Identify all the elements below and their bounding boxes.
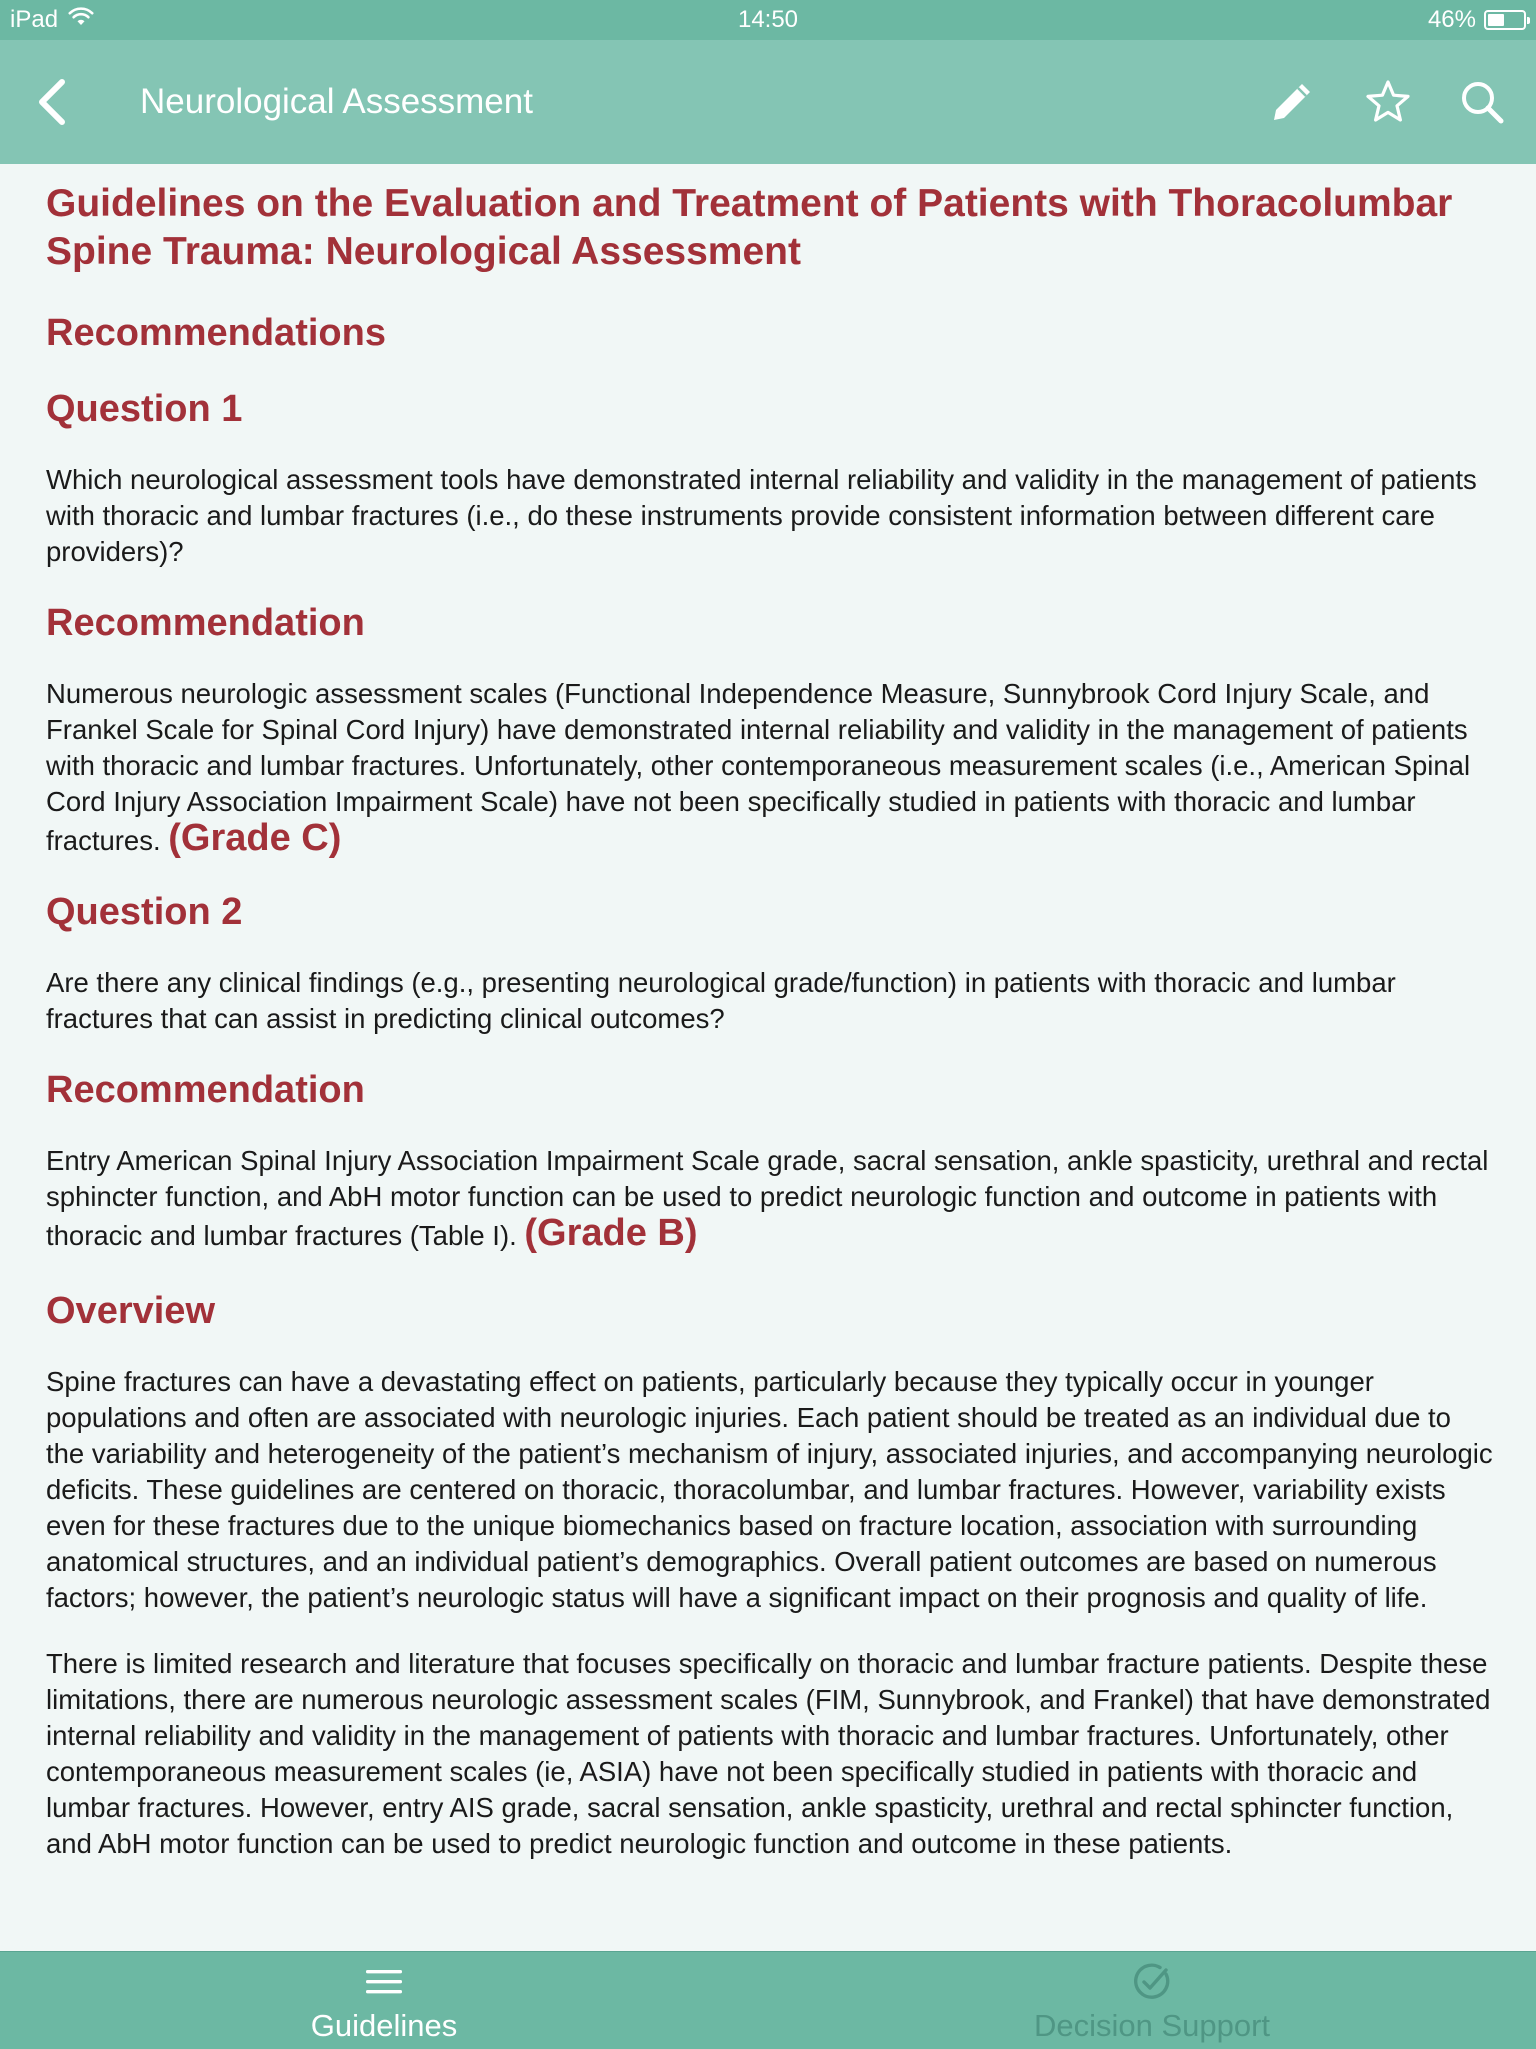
status-time: 14:50 <box>737 6 799 33</box>
recommendation-1-heading: Recommendation <box>46 602 365 644</box>
battery-icon <box>1484 10 1526 30</box>
question-1-heading: Question 1 <box>46 388 243 430</box>
recommendation-2-heading: Recommendation <box>46 1069 365 1111</box>
recommendation-2-paragraph <box>46 1143 1496 1254</box>
tab-guidelines[interactable] <box>0 1952 768 2049</box>
back-chevron-icon[interactable] <box>30 74 74 130</box>
battery-percent: 46% <box>1427 6 1476 33</box>
recommendation-1-paragraph <box>46 676 1496 859</box>
question-1-text: Which neurological assessment tools have demonstrated internal reliability and validity in the management of patients with thoracic and lumbar fractures (i.e., do these instruments provide consistent information between different care providers)? <box>46 464 1477 567</box>
status-bar <box>0 0 1536 40</box>
tab-decision-support-label: Decision Support <box>1033 2008 1271 2043</box>
search-icon[interactable] <box>1458 78 1506 126</box>
battery-level <box>1488 14 1504 26</box>
document-content <box>46 164 1496 1862</box>
document-title: Guidelines on the Evaluation and Treatment of Patients with Thoracolumbar Spine Trauma: Neurological Assessment <box>46 182 1453 273</box>
pencil-icon[interactable] <box>1268 78 1316 126</box>
tab-decision-support[interactable] <box>768 1952 1536 2049</box>
question-2-text: Are there any clinical findings (e.g., presenting neurological grade/function) in patients with thoracic and lumbar fractures that can assist in predicting clinical outcomes? <box>46 967 1396 1034</box>
device-name: iPad <box>10 6 59 33</box>
recommendations-heading: Recommendations <box>46 312 386 354</box>
question-2-heading: Question 2 <box>46 891 243 933</box>
overview-paragraph-2: There is limited research and literature that focuses specifically on thoracic and lumbar fracture patients. Despite these limitations, there are numerous neurologic assessment scales (FIM, Sunnybrook, and Frankel) that have demonstrated internal reliability and validity in the management of patients with thoracic and lumbar fractures. Unfortunately, other contemporaneous measurement scales (ie, ASIA) have not been specifically studied in patients with thoracic and lumbar fractures. However, entry AIS grade, sacral sensation, ankle spasticity, urethral and rectal sphincter function, and AbH motor function can be used to predict neurologic function and outcome in these patients. <box>46 1648 1491 1859</box>
nav-bar <box>0 40 1536 164</box>
status-right <box>1428 6 1526 34</box>
list-icon <box>364 1962 404 2002</box>
tab-guidelines-label: Guidelines <box>310 2008 458 2043</box>
grade-badge: (Grade B) <box>524 1212 698 1254</box>
recommendation-2-text: Entry American Spinal Injury Association Impairment Scale grade, sacral sensation, ankle spasticity, urethral and rectal sphincter function, and AbH motor function can be used to predict neurologic function and outcome in patients with thoracic and lumbar fractures (Table I). <box>46 1145 1489 1251</box>
page-title: Neurological Assessment <box>140 82 533 121</box>
recommendation-1-text: Numerous neurologic assessment scales (Functional Independence Measure, Sunnybrook Cord Injury Scale, and Frankel Scale for Spinal Cord Injury) have demonstrated internal reliability and validity in the management of patients with thoracic and lumbar fractures. Unfortunately, other contemporaneous measurement scales (i.e., American Spinal Cord Injury Association Impairment Scale) have not been specifically studied in patients with thoracic and lumbar fractures. <box>46 678 1471 856</box>
check-circle-icon <box>1132 1962 1172 2002</box>
star-icon[interactable] <box>1364 78 1412 126</box>
overview-heading: Overview <box>46 1290 215 1332</box>
overview-paragraph-1: Spine fractures can have a devastating effect on patients, particularly because they typically occur in younger populations and often are associated with neurologic injuries. Each patient should be treated as an individual due to the variability and heterogeneity of the patient’s mechanism of injury, associated injuries, and accompanying neurologic deficits. These guidelines are centered on thoracic, thoracolumbar, and lumbar fractures. However, variability exists even for these fractures due to the unique biomechanics based on fracture location, association with surrounding anatomical structures, and an individual patient’s demographics. Overall patient outcomes are based on numerous factors; however, the patient’s neurologic status will have a significant impact on their prognosis and quality of life. <box>46 1366 1493 1613</box>
grade-badge: (Grade C) <box>168 817 342 859</box>
tab-bar <box>0 1951 1536 2049</box>
